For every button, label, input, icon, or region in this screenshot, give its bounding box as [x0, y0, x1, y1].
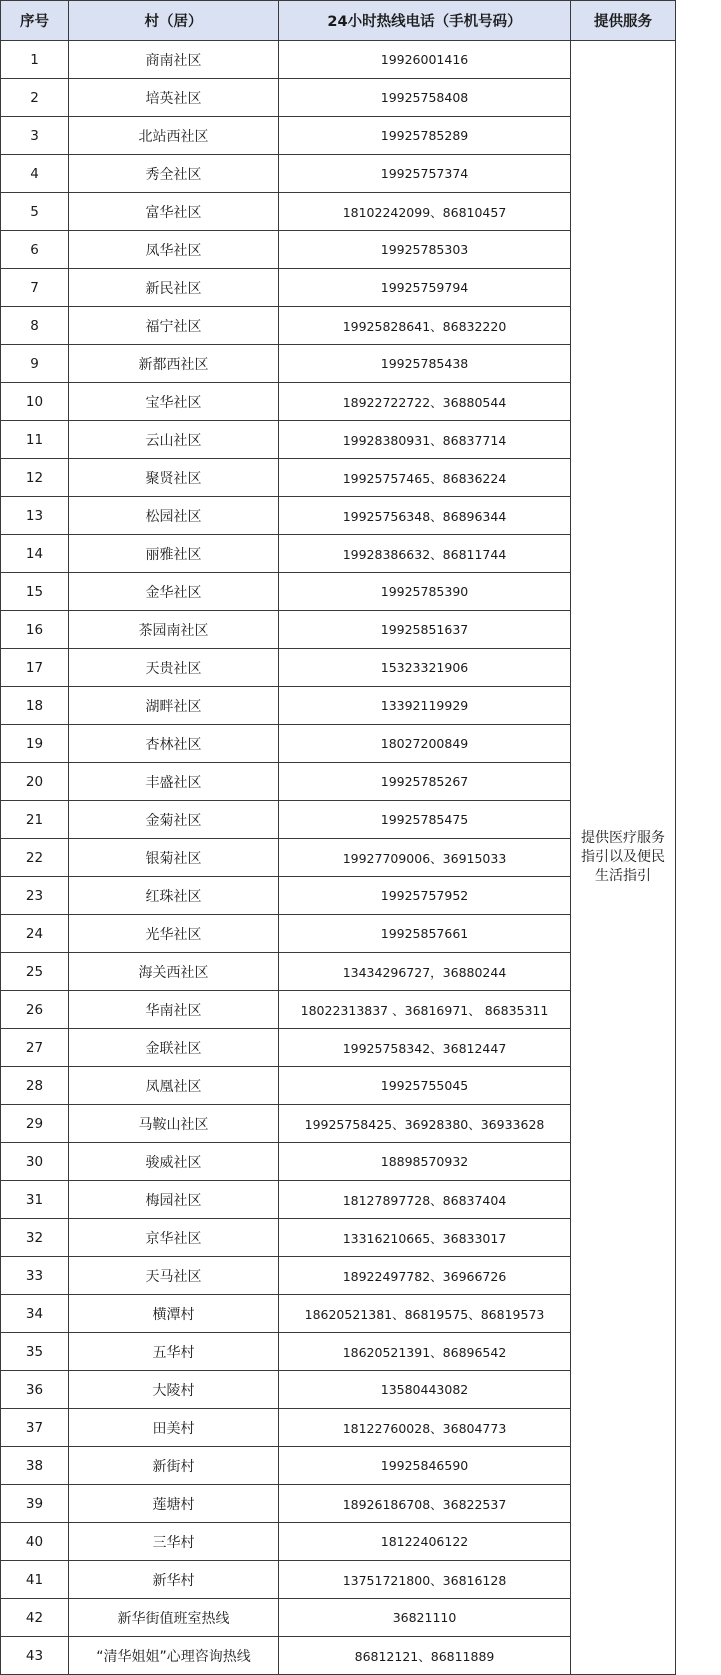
- row-village-name: 商南社区: [69, 41, 279, 79]
- row-village-name: 新都西社区: [69, 345, 279, 383]
- row-village-name: 新民社区: [69, 269, 279, 307]
- row-index: 1: [1, 41, 69, 79]
- row-hotline-phone: 19925851637: [279, 611, 571, 649]
- row-index: 37: [1, 1409, 69, 1447]
- row-village-name: 银菊社区: [69, 839, 279, 877]
- row-village-name: 凤华社区: [69, 231, 279, 269]
- row-index: 35: [1, 1333, 69, 1371]
- row-village-name: 新华街值班室热线: [69, 1599, 279, 1637]
- row-hotline-phone: 19925758342、36812447: [279, 1029, 571, 1067]
- row-village-name: 梅园社区: [69, 1181, 279, 1219]
- row-hotline-phone: 19925757952: [279, 877, 571, 915]
- row-village-name: 茶园南社区: [69, 611, 279, 649]
- row-index: 19: [1, 725, 69, 763]
- row-index: 4: [1, 155, 69, 193]
- row-hotline-phone: 19925755045: [279, 1067, 571, 1105]
- row-village-name: 田美村: [69, 1409, 279, 1447]
- row-hotline-phone: 18102242099、86810457: [279, 193, 571, 231]
- row-hotline-phone: 13392119929: [279, 687, 571, 725]
- row-hotline-phone: 13434296727，36880244: [279, 953, 571, 991]
- row-hotline-phone: 19925756348、86896344: [279, 497, 571, 535]
- row-index: 38: [1, 1447, 69, 1485]
- row-index: 9: [1, 345, 69, 383]
- row-hotline-phone: 19925785267: [279, 763, 571, 801]
- row-village-name: 天贵社区: [69, 649, 279, 687]
- row-hotline-phone: 36821110: [279, 1599, 571, 1637]
- row-hotline-phone: 19928386632、86811744: [279, 535, 571, 573]
- row-index: 18: [1, 687, 69, 725]
- row-hotline-phone: 19925757374: [279, 155, 571, 193]
- row-village-name: 丽雅社区: [69, 535, 279, 573]
- row-index: 3: [1, 117, 69, 155]
- row-index: 40: [1, 1523, 69, 1561]
- row-index: 26: [1, 991, 69, 1029]
- row-village-name: 光华社区: [69, 915, 279, 953]
- row-index: 20: [1, 763, 69, 801]
- row-index: 15: [1, 573, 69, 611]
- row-index: 7: [1, 269, 69, 307]
- row-index: 23: [1, 877, 69, 915]
- row-index: 24: [1, 915, 69, 953]
- row-index: 36: [1, 1371, 69, 1409]
- row-index: 14: [1, 535, 69, 573]
- row-village-name: 横潭村: [69, 1295, 279, 1333]
- row-index: 5: [1, 193, 69, 231]
- row-index: 27: [1, 1029, 69, 1067]
- row-index: 29: [1, 1105, 69, 1143]
- header-row: [1, 1, 676, 41]
- row-index: 13: [1, 497, 69, 535]
- row-index: 41: [1, 1561, 69, 1599]
- row-index: 12: [1, 459, 69, 497]
- row-index: 33: [1, 1257, 69, 1295]
- row-hotline-phone: 18027200849: [279, 725, 571, 763]
- row-village-name: 秀全社区: [69, 155, 279, 193]
- row-village-name: 北站西社区: [69, 117, 279, 155]
- row-village-name: 五华村: [69, 1333, 279, 1371]
- row-index: 2: [1, 79, 69, 117]
- row-index: 25: [1, 953, 69, 991]
- row-hotline-phone: 19925846590: [279, 1447, 571, 1485]
- row-village-name: 新华村: [69, 1561, 279, 1599]
- table-body: [1, 41, 676, 1675]
- row-index: 21: [1, 801, 69, 839]
- row-index: 31: [1, 1181, 69, 1219]
- row-village-name: 马鞍山社区: [69, 1105, 279, 1143]
- row-hotline-phone: 18926186708、36822537: [279, 1485, 571, 1523]
- row-hotline-phone: 19925785303: [279, 231, 571, 269]
- row-hotline-phone: 15323321906: [279, 649, 571, 687]
- row-hotline-phone: 19925758425、36928380、36933628: [279, 1105, 571, 1143]
- row-index: 8: [1, 307, 69, 345]
- row-index: 6: [1, 231, 69, 269]
- row-index: 30: [1, 1143, 69, 1181]
- row-index: 39: [1, 1485, 69, 1523]
- row-village-name: 云山社区: [69, 421, 279, 459]
- header-phone: 24小时热线电话（手机号码）: [279, 1, 571, 41]
- header-index: 序号: [1, 1, 69, 41]
- row-index: 22: [1, 839, 69, 877]
- row-hotline-phone: 86812121、86811889: [279, 1637, 571, 1675]
- row-village-name: 金联社区: [69, 1029, 279, 1067]
- row-hotline-phone: 18022313837 、36816971、 86835311: [279, 991, 571, 1029]
- row-hotline-phone: 19925757465、86836224: [279, 459, 571, 497]
- row-village-name: 海关西社区: [69, 953, 279, 991]
- row-village-name: 红珠社区: [69, 877, 279, 915]
- service-description: 提供医疗服务指引以及便民生活指引: [571, 41, 676, 1675]
- row-hotline-phone: 18922722722、36880544: [279, 383, 571, 421]
- row-index: 28: [1, 1067, 69, 1105]
- row-village-name: 华南社区: [69, 991, 279, 1029]
- row-index: 32: [1, 1219, 69, 1257]
- row-village-name: 大陵村: [69, 1371, 279, 1409]
- row-hotline-phone: 19925785390: [279, 573, 571, 611]
- row-hotline-phone: 19925785475: [279, 801, 571, 839]
- row-village-name: 金菊社区: [69, 801, 279, 839]
- row-village-name: 金华社区: [69, 573, 279, 611]
- row-village-name: 京华社区: [69, 1219, 279, 1257]
- row-index: 11: [1, 421, 69, 459]
- row-hotline-phone: 18122760028、36804773: [279, 1409, 571, 1447]
- table-row: [1, 41, 676, 79]
- row-hotline-phone: 19926001416: [279, 41, 571, 79]
- row-hotline-phone: 18898570932: [279, 1143, 571, 1181]
- row-hotline-phone: 18922497782、36966726: [279, 1257, 571, 1295]
- row-hotline-phone: 19928380931、86837714: [279, 421, 571, 459]
- row-hotline-phone: 19925758408: [279, 79, 571, 117]
- row-village-name: 三华村: [69, 1523, 279, 1561]
- row-hotline-phone: 18620521391、86896542: [279, 1333, 571, 1371]
- row-hotline-phone: 19925785438: [279, 345, 571, 383]
- row-index: 43: [1, 1637, 69, 1675]
- row-village-name: 富华社区: [69, 193, 279, 231]
- row-village-name: 杏林社区: [69, 725, 279, 763]
- row-hotline-phone: 19925785289: [279, 117, 571, 155]
- row-index: 17: [1, 649, 69, 687]
- row-index: 34: [1, 1295, 69, 1333]
- row-hotline-phone: 18127897728、86837404: [279, 1181, 571, 1219]
- row-hotline-phone: 18620521381、86819575、86819573: [279, 1295, 571, 1333]
- row-hotline-phone: 19925857661: [279, 915, 571, 953]
- row-hotline-phone: 19925828641、86832220: [279, 307, 571, 345]
- row-hotline-phone: 19927709006、36915033: [279, 839, 571, 877]
- row-village-name: 天马社区: [69, 1257, 279, 1295]
- row-village-name: 新街村: [69, 1447, 279, 1485]
- row-village-name: 骏威社区: [69, 1143, 279, 1181]
- row-hotline-phone: 13316210665、36833017: [279, 1219, 571, 1257]
- row-village-name: 松园社区: [69, 497, 279, 535]
- row-village-name: 福宁社区: [69, 307, 279, 345]
- row-hotline-phone: 18122406122: [279, 1523, 571, 1561]
- row-village-name: 培英社区: [69, 79, 279, 117]
- row-village-name: 凤凰社区: [69, 1067, 279, 1105]
- row-village-name: 宝华社区: [69, 383, 279, 421]
- row-hotline-phone: 13751721800、36816128: [279, 1561, 571, 1599]
- row-village-name: “清华姐姐”心理咨询热线: [69, 1637, 279, 1675]
- row-index: 42: [1, 1599, 69, 1637]
- row-village-name: 莲塘村: [69, 1485, 279, 1523]
- row-index: 16: [1, 611, 69, 649]
- row-hotline-phone: 19925759794: [279, 269, 571, 307]
- row-village-name: 丰盛社区: [69, 763, 279, 801]
- row-hotline-phone: 13580443082: [279, 1371, 571, 1409]
- row-index: 10: [1, 383, 69, 421]
- row-village-name: 聚贤社区: [69, 459, 279, 497]
- header-village: 村（居）: [69, 1, 279, 41]
- row-village-name: 湖畔社区: [69, 687, 279, 725]
- header-service: 提供服务: [571, 1, 676, 41]
